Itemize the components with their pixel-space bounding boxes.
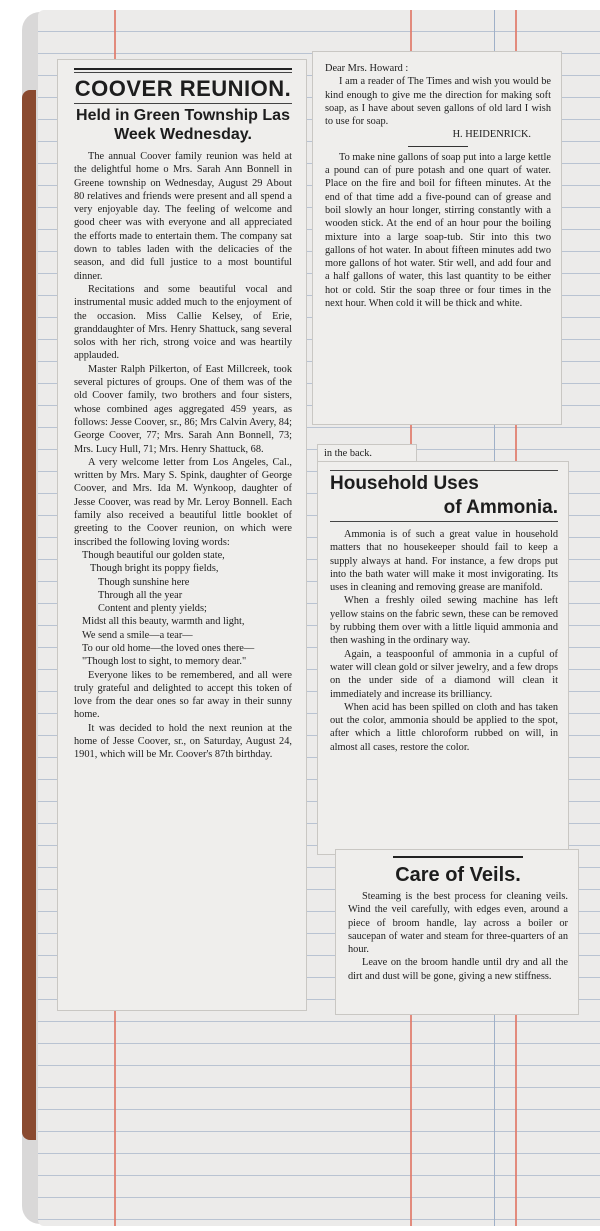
poem-line: Though sunshine here <box>98 576 190 588</box>
top-rule <box>74 68 292 70</box>
reunion-title: COOVER REUNION. <box>74 76 292 101</box>
top-rule-thin <box>74 72 292 73</box>
ammonia-paragraph-3: Again, a teaspoonful of ammonia in a cupful of water will clean gold or silver jewelry, and a few drops on the under side of a diamond will clean it immediately and increase its brilliancy. <box>330 648 558 700</box>
poem-line: Midst all this beauty, warmth and light, <box>82 616 245 628</box>
reunion-paragraph-1: The annual Coover family reunion was held at the delightful home o Mrs. Sarah Ann Bonnell in Greene township on Wednesday, August 29 About 80 relatives and friends were present and all spend a very enjoyable day. The feeling of welcome and good cheer was with everyone and all appreciated the efforts made to entertain them. The company sat down to tables laden with the delicacies of the season, and did full justice to a most bountiful dinner. <box>74 151 292 282</box>
reunion-paragraph-4: A very welcome letter from Los Angeles, Cal., written by Mrs. Mary S. Spink, daughter of George Coover, and Mrs. Ida M. Wynkoop, daughter of Jesse Coover, was read by Mr. Leroy Bonnell. Each family also received a beautiful little booklet of greeting to the Coover reunion, on which were inscribed the following loving words: <box>74 456 292 548</box>
poem-line: Though bright its poppy fields, <box>90 563 219 575</box>
poem-line: We send a smile—a tear— <box>82 629 193 641</box>
reunion-paragraph-2: Recitations and some beautiful vocal and instrumental music added much to the enjoyment of the occasion. Miss Callie Kelsey, of Erie, granddaughter of Mrs. Henry Shattuck, sang several solos with her rich, strong voice and was heartily applauded. <box>74 283 292 362</box>
reunion-paragraph-3: Master Ralph Pilkerton, of East Millcreek, took several pictures of groups. One of them was of the old Coover family, two brothers and four sisters, whose combined ages aggregated 459 years, as follows: Jesse Coover, sr., 86; Mrs Calvin Avery, 84; George Coover, 77; Mrs. Sarah Ann Bonnell, 73; Mrs. Lucy Hull, 71; Mrs. Henry Shattuck, 68. <box>74 363 292 455</box>
soap-divider <box>408 146 468 147</box>
ammonia-paragraph-1: Ammonia is of such a great value in household matters that no housekeeper should fail to keep a supply always at hand. For instance, a few drops put into the bath water will make it most invigorating. Its uses in cleaning and removing grease are manifold. <box>330 529 558 594</box>
poem-line: Through all the year <box>98 589 183 601</box>
reunion-paragraph-5: Everyone likes to be remembered, and all were truly grateful and delighted to accept this token of love from the dear ones so far away in their sunny home. <box>74 669 292 721</box>
veils-paragraph-1: Steaming is the best process for cleaning veils. Wind the veil carefully, with edges even, around a piece of broom handle, lay across a boiler or saucepan of water and steam for three-quarters of an hour. <box>348 891 568 956</box>
ammonia-title-line-2: of Ammonia. <box>443 497 558 518</box>
book-spine <box>22 90 36 1140</box>
fragment-text: in the back. <box>324 448 372 459</box>
veils-top-rule <box>393 856 523 858</box>
reunion-subtitle: Held in Green Township Las Week Wednesday. <box>76 107 290 143</box>
ammonia-top-rule <box>330 470 558 471</box>
soap-salutation: Dear Mrs. Howard : <box>325 63 409 74</box>
veils-title: Care of Veils. <box>395 864 521 886</box>
title-rule <box>74 103 292 104</box>
poem-line: Content and plenty yields; <box>98 603 207 615</box>
poem-line: "Though lost to sight, to memory dear." <box>82 656 247 668</box>
ammonia-paragraph-2: When a freshly oiled sewing machine has left yellow stains on the fabric sewn, these can be removed by rubbing them over with a little liquid ammonia and then washing in the ordinary way. <box>330 595 558 647</box>
reunion-poem <box>74 549 292 669</box>
soap-answer: To make nine gallons of soap put into a large kettle a pound can of pure potash and one quart of water. Place on the fire and boil for fifteen minutes. At the end of that time add a five-pound can of grease and boil slowly an hour longer, stirring constantly with a wooden stick. At the end of an hour pour the boiling mixture into a large soap-tub. Stir into this two gallons of hot water. In about fifteen minutes add two more gallons of hot water. Stir well, and add four and a half gallons of water, this last quantity to be either hot or cold. Stir the soap three or four times in the next hour. When cold it will be thick and white. <box>325 151 551 310</box>
soap-letter: I am a reader of The Times and wish you would be kind enough to give me the direction for making soft soap, as I have about seven gallons of old lard I wish to use for soap. <box>325 76 551 128</box>
ammonia-title-line-1: Household Uses <box>330 473 479 494</box>
reunion-paragraph-6: It was decided to hold the next reunion at the home of Jesse Coover, sr., on Saturday, August 24, 1901, which will be Mr. Coover's 87th birthday. <box>74 722 292 761</box>
ammonia-title-rule <box>330 521 558 522</box>
ammonia-paragraph-4: When acid has been spilled on cloth and has taken out the color, ammonia should be applied to the spot, after which a little chloroform rubbed on will, in almost all cases, restore the color. <box>330 701 558 753</box>
clipping-fragment <box>318 445 416 463</box>
veils-paragraph-2: Leave on the broom handle until dry and all the dirt and dust will be gone, giving a new stiffness. <box>348 957 568 982</box>
clipping-soft-soap <box>313 52 561 424</box>
soap-signature: H. HEIDENRICK. <box>452 129 531 141</box>
poem-line: To our old home—the loved ones there— <box>82 642 255 654</box>
clipping-coover-reunion <box>58 60 306 1010</box>
clipping-ammonia <box>318 462 568 854</box>
poem-line: Though beautiful our golden state, <box>82 549 225 561</box>
clipping-care-of-veils <box>336 850 578 1014</box>
